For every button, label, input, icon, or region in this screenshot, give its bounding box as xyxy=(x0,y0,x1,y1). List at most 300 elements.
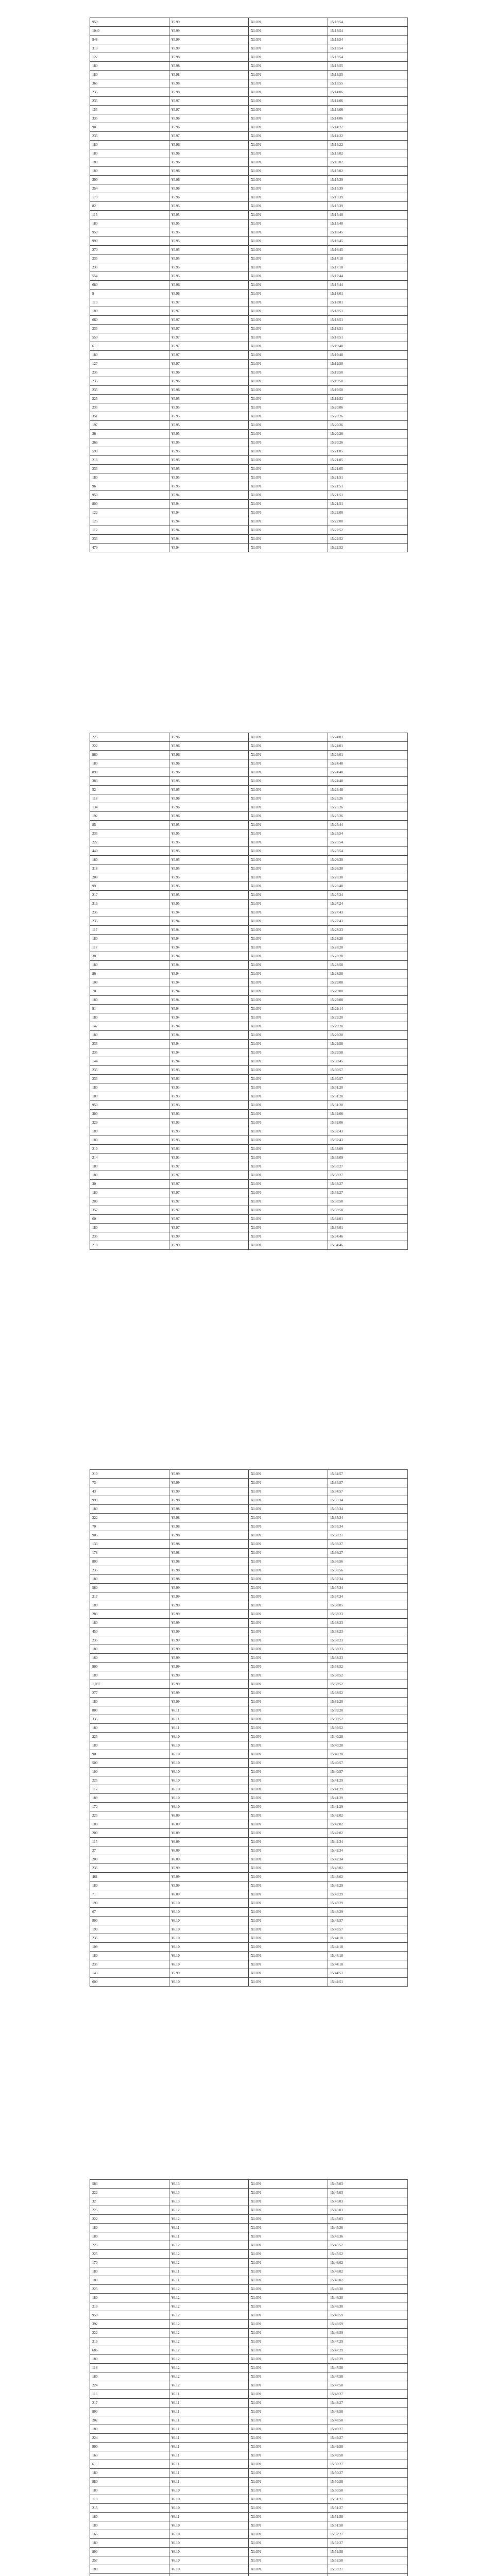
venue-cell: XLON xyxy=(249,1040,328,1048)
table-row xyxy=(90,1083,408,1092)
price-cell: ¥6.10 xyxy=(169,2565,249,2574)
volume-cell: 109 xyxy=(90,1943,169,1952)
price-cell: ¥6.12 xyxy=(169,2250,249,2259)
volume-cell: 180 xyxy=(90,961,169,970)
volume-cell: 225 xyxy=(90,1733,169,1741)
time-cell: 15:31:20 xyxy=(328,1083,408,1092)
time-cell: 15:33:27 xyxy=(328,1189,408,1197)
time-cell: 15:21:51 xyxy=(328,482,408,491)
venue-cell: XLON xyxy=(249,290,328,298)
time-cell: 15:24:01 xyxy=(328,751,408,759)
volume-cell: 235 xyxy=(90,255,169,263)
venue-cell: XLON xyxy=(249,1127,328,1136)
trade-table-page-2 xyxy=(90,733,407,1250)
trade-table-page-4 xyxy=(90,2179,407,2576)
time-cell: 15:24:48 xyxy=(328,759,408,768)
venue-cell: XLON xyxy=(249,1224,328,1232)
venue-cell: XLON xyxy=(249,2548,328,2556)
volume-cell: 300 xyxy=(90,1110,169,1118)
time-cell: 15:24:48 xyxy=(328,786,408,794)
time-cell: 15:33:27 xyxy=(328,1162,408,1171)
time-cell: 15:26:30 xyxy=(328,856,408,865)
price-cell: ¥5.97 xyxy=(169,97,249,106)
volume-cell: 180 xyxy=(90,219,169,228)
table-row xyxy=(90,2460,408,2469)
time-cell: 15:14:06 xyxy=(328,114,408,123)
time-cell: 15:17:44 xyxy=(328,272,408,281)
venue-cell: XLON xyxy=(249,211,328,219)
table-row xyxy=(90,1689,408,1698)
volume-cell: 222 xyxy=(90,2215,169,2224)
time-cell: 15:35:34 xyxy=(328,1505,408,1514)
time-cell: 15:38:05 xyxy=(328,1601,408,1610)
time-cell: 15:50:58 xyxy=(328,2486,408,2495)
volume-cell: 202 xyxy=(90,2416,169,2425)
volume-cell: 235 xyxy=(90,386,169,395)
venue-cell: XLON xyxy=(249,952,328,961)
trade-table-page-1 xyxy=(90,18,407,552)
table-row xyxy=(90,2486,408,2495)
time-cell: 15:41:29 xyxy=(328,1803,408,1811)
price-cell: ¥5.97 xyxy=(169,351,249,360)
table-row xyxy=(90,1215,408,1224)
venue-cell: XLON xyxy=(249,1882,328,1890)
time-cell: 15:42:34 xyxy=(328,1846,408,1855)
price-cell: ¥5.94 xyxy=(169,1048,249,1057)
volume-cell: 9 xyxy=(90,290,169,298)
venue-cell: XLON xyxy=(249,1776,328,1785)
time-cell: 15:29:14 xyxy=(328,1005,408,1013)
table-row xyxy=(90,491,408,500)
volume-cell: 180 xyxy=(90,2355,169,2364)
table-row xyxy=(90,2206,408,2215)
time-cell: 15:31:20 xyxy=(328,1101,408,1110)
venue-cell: XLON xyxy=(249,2355,328,2364)
venue-cell: XLON xyxy=(249,1741,328,1750)
price-cell: ¥5.94 xyxy=(169,1040,249,1048)
time-cell: 15:49:27 xyxy=(328,2434,408,2443)
price-cell: ¥6.11 xyxy=(169,2232,249,2241)
table-row xyxy=(90,88,408,97)
price-cell: ¥5.99 xyxy=(169,1619,249,1628)
table-row xyxy=(90,97,408,106)
venue-cell: XLON xyxy=(249,18,328,27)
table-row xyxy=(90,1075,408,1083)
time-cell: 15:48:58 xyxy=(328,2416,408,2425)
time-cell: 15:18:01 xyxy=(328,298,408,307)
price-cell: ¥5.93 xyxy=(169,1092,249,1101)
volume-cell: 43 xyxy=(90,1487,169,1496)
venue-cell: XLON xyxy=(249,751,328,759)
time-cell: 15:39:52 xyxy=(328,1715,408,1724)
venue-cell: XLON xyxy=(249,2364,328,2372)
volume-cell: 189 xyxy=(90,1794,169,1803)
volume-cell: 224 xyxy=(90,2434,169,2443)
time-cell: 15:32:43 xyxy=(328,1136,408,1145)
price-cell: ¥5.94 xyxy=(169,1057,249,1066)
table-row xyxy=(90,1706,408,1715)
volume-cell: 143 xyxy=(90,1969,169,1978)
venue-cell: XLON xyxy=(249,1943,328,1952)
price-cell: ¥6.11 xyxy=(169,2425,249,2434)
venue-cell: XLON xyxy=(249,1952,328,1960)
price-cell: ¥5.99 xyxy=(169,1663,249,1671)
time-cell: 15:27:43 xyxy=(328,908,408,917)
price-cell: ¥5.95 xyxy=(169,456,249,465)
table-row xyxy=(90,219,408,228)
price-cell: ¥5.96 xyxy=(169,368,249,377)
volume-cell: 235 xyxy=(90,829,169,838)
table-row xyxy=(90,1960,408,1969)
table-row xyxy=(90,978,408,987)
volume-cell: 217 xyxy=(90,1592,169,1601)
volume-cell: 180 xyxy=(90,2372,169,2381)
venue-cell: XLON xyxy=(249,2513,328,2521)
price-cell: ¥5.93 xyxy=(169,1127,249,1136)
table-row xyxy=(90,377,408,386)
venue-cell: XLON xyxy=(249,1671,328,1680)
venue-cell: XLON xyxy=(249,1092,328,1101)
table-row xyxy=(90,79,408,88)
price-cell: ¥5.99 xyxy=(169,1645,249,1654)
price-cell: ¥5.96 xyxy=(169,149,249,158)
price-cell: ¥5.99 xyxy=(169,1232,249,1241)
table-row xyxy=(90,2425,408,2434)
time-cell: 15:18:51 xyxy=(328,333,408,342)
price-cell: ¥5.99 xyxy=(169,1628,249,1636)
volume-cell: 180 xyxy=(90,2267,169,2276)
time-cell: 15:43:29 xyxy=(328,1882,408,1890)
volume-cell: 180 xyxy=(90,2232,169,2241)
price-cell: ¥5.95 xyxy=(169,403,249,412)
time-cell: 15:34:01 xyxy=(328,1224,408,1232)
table-row xyxy=(90,1522,408,1531)
table-row xyxy=(90,1232,408,1241)
venue-cell: XLON xyxy=(249,351,328,360)
price-cell: ¥5.95 xyxy=(169,838,249,847)
table-row xyxy=(90,1197,408,1206)
table-row xyxy=(90,1013,408,1022)
price-cell: ¥5.99 xyxy=(169,1873,249,1882)
price-cell: ¥5.97 xyxy=(169,1206,249,1215)
price-cell: ¥6.11 xyxy=(169,2513,249,2521)
table-row xyxy=(90,1873,408,1882)
venue-cell: XLON xyxy=(249,2302,328,2311)
volume-cell: 180 xyxy=(90,2294,169,2302)
price-cell: ¥5.94 xyxy=(169,978,249,987)
time-cell: 15:15:02 xyxy=(328,167,408,176)
time-cell: 15:25:26 xyxy=(328,794,408,803)
table-row xyxy=(90,1803,408,1811)
table-row xyxy=(90,246,408,255)
table-row xyxy=(90,473,408,482)
venue-cell: XLON xyxy=(249,829,328,838)
table-row xyxy=(90,2364,408,2372)
volume-cell: 200 xyxy=(90,1855,169,1864)
venue-cell: XLON xyxy=(249,316,328,325)
time-cell: 15:33:09 xyxy=(328,1154,408,1162)
price-cell: ¥5.97 xyxy=(169,316,249,325)
time-cell: 15:19:50 xyxy=(328,377,408,386)
venue-cell: XLON xyxy=(249,786,328,794)
price-cell: ¥5.96 xyxy=(169,768,249,777)
volume-cell: 235 xyxy=(90,1636,169,1645)
price-cell: ¥6.13 xyxy=(169,2180,249,2189)
table-row xyxy=(90,1601,408,1610)
volume-cell: 235 xyxy=(90,535,169,544)
volume-cell: 32 xyxy=(90,2197,169,2206)
volume-cell: 560 xyxy=(90,1584,169,1592)
time-cell: 15:14:22 xyxy=(328,141,408,149)
volume-cell: 880 xyxy=(90,2478,169,2486)
table-row xyxy=(90,18,408,27)
table-row xyxy=(90,900,408,908)
table-row xyxy=(90,838,408,847)
volume-cell: 180 xyxy=(90,2513,169,2521)
price-cell: ¥5.96 xyxy=(169,386,249,395)
venue-cell: XLON xyxy=(249,500,328,509)
table-row xyxy=(90,2434,408,2443)
volume-cell: 235 xyxy=(90,1566,169,1575)
price-cell: ¥5.99 xyxy=(169,1864,249,1873)
table-row xyxy=(90,1118,408,1127)
table-row xyxy=(90,1040,408,1048)
price-cell: ¥5.98 xyxy=(169,1496,249,1505)
venue-cell: XLON xyxy=(249,1575,328,1584)
price-cell: ¥5.94 xyxy=(169,1005,249,1013)
volume-cell: 950 xyxy=(90,1101,169,1110)
time-cell: 15:33:09 xyxy=(328,1145,408,1154)
venue-cell: XLON xyxy=(249,1180,328,1189)
volume-cell: 990 xyxy=(90,2443,169,2451)
table-row xyxy=(90,1048,408,1057)
price-cell: ¥6.10 xyxy=(169,2530,249,2539)
volume-cell: 335 xyxy=(90,114,169,123)
table-row xyxy=(90,526,408,535)
time-cell: 15:49:27 xyxy=(328,2425,408,2434)
table-row xyxy=(90,167,408,176)
time-cell: 15:22:52 xyxy=(328,544,408,552)
time-cell: 15:31:20 xyxy=(328,1092,408,1101)
time-cell: 15:17:18 xyxy=(328,255,408,263)
table-row xyxy=(90,1899,408,1908)
table-row xyxy=(90,106,408,114)
price-cell: ¥6.09 xyxy=(169,1829,249,1838)
price-cell: ¥6.12 xyxy=(169,2355,249,2364)
table-row xyxy=(90,1479,408,1487)
volume-cell: 225 xyxy=(90,1776,169,1785)
time-cell: 15:40:28 xyxy=(328,1733,408,1741)
price-cell: ¥6.10 xyxy=(169,2548,249,2556)
price-cell xyxy=(169,2574,249,2576)
table-row xyxy=(90,908,408,917)
volume-cell: 36 xyxy=(90,430,169,438)
table-row xyxy=(90,1145,408,1154)
venue-cell: XLON xyxy=(249,176,328,184)
table-row xyxy=(90,386,408,395)
venue-cell: XLON xyxy=(249,2495,328,2504)
price-cell: ¥5.98 xyxy=(169,1557,249,1566)
time-cell: 15:13:55 xyxy=(328,79,408,88)
trade-table xyxy=(90,18,408,552)
price-cell: ¥5.96 xyxy=(169,803,249,812)
volume-cell: 235 xyxy=(90,325,169,333)
time-cell: 15:48:27 xyxy=(328,2399,408,2408)
table-row xyxy=(90,1171,408,1180)
table-row xyxy=(90,2443,408,2451)
time-cell: 15:48:27 xyxy=(328,2390,408,2399)
table-row xyxy=(90,970,408,978)
price-cell: ¥5.94 xyxy=(169,491,249,500)
table-row xyxy=(90,1031,408,1040)
time-cell: 15:29:58 xyxy=(328,1048,408,1057)
volume-cell: 122 xyxy=(90,509,169,517)
table-row xyxy=(90,1101,408,1110)
venue-cell: XLON xyxy=(249,1470,328,1479)
venue-cell: XLON xyxy=(249,360,328,368)
table-row xyxy=(90,114,408,123)
venue-cell: XLON xyxy=(249,1794,328,1803)
venue-cell: XLON xyxy=(249,1785,328,1794)
venue-cell: XLON xyxy=(249,943,328,952)
time-cell: 15:20:26 xyxy=(328,430,408,438)
table-row xyxy=(90,430,408,438)
volume-cell: 222 xyxy=(90,838,169,847)
time-cell: 15:15:39 xyxy=(328,202,408,211)
table-row xyxy=(90,803,408,812)
price-cell: ¥5.97 xyxy=(169,1224,249,1232)
table-row xyxy=(90,1549,408,1557)
table-row xyxy=(90,759,408,768)
venue-cell: XLON xyxy=(249,1864,328,1873)
time-cell: 15:34:46 xyxy=(328,1232,408,1241)
venue-cell: XLON xyxy=(249,978,328,987)
volume-cell: 235 xyxy=(90,465,169,473)
volume-cell: 118 xyxy=(90,2495,169,2504)
venue-cell: XLON xyxy=(249,996,328,1005)
time-cell: 15:28:23 xyxy=(328,926,408,935)
venue-cell: XLON xyxy=(249,1960,328,1969)
table-row xyxy=(90,465,408,473)
venue-cell: XLON xyxy=(249,1075,328,1083)
price-cell: ¥5.94 xyxy=(169,1022,249,1031)
time-cell: 15:51:27 xyxy=(328,2495,408,2504)
venue-cell: XLON xyxy=(249,1022,328,1031)
time-cell: 15:47:29 xyxy=(328,2355,408,2364)
table-row xyxy=(90,1794,408,1803)
venue-cell: XLON xyxy=(249,1838,328,1846)
time-cell: 15:45:03 xyxy=(328,2215,408,2224)
venue-cell: XLON xyxy=(249,1101,328,1110)
time-cell: 15:38:23 xyxy=(328,1654,408,1663)
venue-cell: XLON xyxy=(249,2408,328,2416)
volume-cell: 122 xyxy=(90,53,169,62)
table-row xyxy=(90,1934,408,1943)
price-cell: ¥6.11 xyxy=(169,1706,249,1715)
price-cell: ¥5.94 xyxy=(169,517,249,526)
venue-cell: XLON xyxy=(249,891,328,900)
time-cell: 15:46:30 xyxy=(328,2285,408,2294)
venue-cell: XLON xyxy=(249,742,328,751)
venue-cell: XLON xyxy=(249,517,328,526)
price-cell: ¥5.95 xyxy=(169,237,249,246)
venue-cell: XLON xyxy=(249,1829,328,1838)
time-cell: 15:26:30 xyxy=(328,865,408,873)
volume-cell: 52 xyxy=(90,786,169,794)
price-cell: ¥5.98 xyxy=(169,1531,249,1540)
volume-cell: 960 xyxy=(90,751,169,759)
trade-table xyxy=(90,733,408,1250)
volume-cell: 180 xyxy=(90,1224,169,1232)
price-cell: ¥5.95 xyxy=(169,395,249,403)
time-cell: 15:25:26 xyxy=(328,803,408,812)
volume-cell: 180 xyxy=(90,2276,169,2285)
table-row xyxy=(90,882,408,891)
time-cell: 15:45:36 xyxy=(328,2232,408,2241)
table-row xyxy=(90,917,408,926)
time-cell: 15:42:02 xyxy=(328,1820,408,1829)
volume-cell: 115 xyxy=(90,211,169,219)
price-cell: ¥6.10 xyxy=(169,1978,249,1987)
table-row xyxy=(90,2451,408,2460)
table-row xyxy=(90,1768,408,1776)
table-row xyxy=(90,873,408,882)
price-cell: ¥5.94 xyxy=(169,1013,249,1022)
price-cell: ¥5.98 xyxy=(169,53,249,62)
price-cell: ¥5.97 xyxy=(169,1180,249,1189)
time-cell: 15:18:51 xyxy=(328,316,408,325)
table-row xyxy=(90,1136,408,1145)
price-cell: ¥5.97 xyxy=(169,360,249,368)
volume-cell: 351 xyxy=(90,412,169,421)
time-cell: 15:42:02 xyxy=(328,1811,408,1820)
time-cell: 15:44:51 xyxy=(328,1978,408,1987)
price-cell: ¥6.10 xyxy=(169,1759,249,1768)
table-row xyxy=(90,1776,408,1785)
table-row xyxy=(90,2504,408,2513)
venue-cell: XLON xyxy=(249,1811,328,1820)
time-cell: 15:21:05 xyxy=(328,447,408,456)
price-cell: ¥6.11 xyxy=(169,2408,249,2416)
time-cell: 15:47:29 xyxy=(328,2337,408,2346)
venue-cell: XLON xyxy=(249,1636,328,1645)
price-cell: ¥5.94 xyxy=(169,509,249,517)
venue-cell: XLON xyxy=(249,53,328,62)
table-row xyxy=(90,1698,408,1706)
table-row xyxy=(90,2478,408,2486)
table-row xyxy=(90,1584,408,1592)
table-row xyxy=(90,1592,408,1601)
volume-cell: 180 xyxy=(90,1820,169,1829)
venue-cell: XLON xyxy=(249,1628,328,1636)
volume-cell: 600 xyxy=(90,1978,169,1987)
venue-cell: XLON xyxy=(249,193,328,202)
venue-cell: XLON xyxy=(249,184,328,193)
venue-cell: XLON xyxy=(249,403,328,412)
volume-cell: 115 xyxy=(90,1838,169,1846)
price-cell: ¥5.93 xyxy=(169,1136,249,1145)
price-cell: ¥6.12 xyxy=(169,2215,249,2224)
time-cell: 15:46:02 xyxy=(328,2267,408,2276)
time-cell: 15:52:27 xyxy=(328,2539,408,2548)
venue-cell: XLON xyxy=(249,1154,328,1162)
table-row xyxy=(90,1189,408,1197)
venue-cell: XLON xyxy=(249,79,328,88)
volume-cell: 30 xyxy=(90,1180,169,1189)
venue-cell: XLON xyxy=(249,202,328,211)
volume-cell: 70 xyxy=(90,1522,169,1531)
price-cell: ¥5.96 xyxy=(169,794,249,803)
